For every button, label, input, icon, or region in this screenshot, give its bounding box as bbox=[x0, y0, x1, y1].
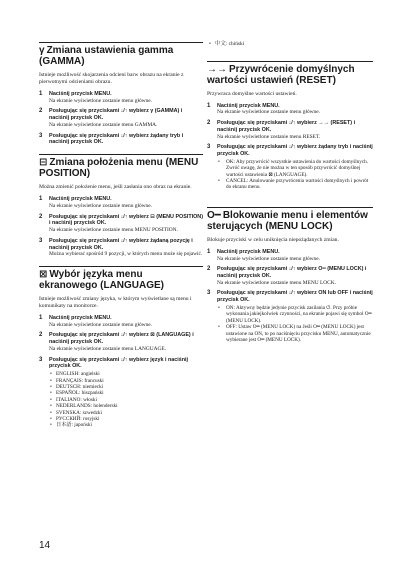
section-intro: Można zmienić położenie menu, jeśli zasłania ono obraz na ekranie. bbox=[39, 184, 192, 191]
list-item: • РУССКИЙ: rosyjski bbox=[49, 416, 203, 422]
section-title-menu-lock: O━ Blokowanie menu i elementów sterujących (MENU LOCK) bbox=[207, 207, 373, 232]
step-2: 2 Posługując się przyciskami ↓/↑ wybierz γ (GAMMA) i naciśnij przycisk OK. Na ekranie wyświetlone zostanie menu GAMMA. bbox=[39, 108, 183, 128]
section-language bbox=[39, 266, 203, 429]
section-gamma bbox=[39, 42, 203, 146]
section-title-language: ⊠ Wybór języka menu ekranowego (LANGUAGE) bbox=[39, 266, 203, 291]
section-intro: Blokuje przyciski w celu uniknięcia niepożądanych zmian. bbox=[207, 236, 339, 243]
page-number: 14 bbox=[39, 540, 51, 551]
list-item: • ITALIANO: włoski bbox=[49, 397, 203, 403]
step-2: 2 Posługując się przyciskami ↓/↑ wybierz →→ (RESET) i naciśnij przycisk OK. Na ekranie wyświetlone zostanie menu RESET. bbox=[207, 119, 356, 140]
list-item: • SVENSKA: szwedzki bbox=[49, 410, 203, 416]
section-intro: Istnieje możliwość skojarzenia odcieni barw obrazu na ekranie z pierwotnymi odcieniami obrazu. bbox=[39, 72, 184, 85]
gamma-icon: γ bbox=[39, 45, 45, 56]
reset-icon: →→ bbox=[207, 63, 227, 75]
step-1: 1 Naciśnij przycisk MENU. Na ekranie wyświetlone zostanie menu główne. bbox=[39, 196, 152, 209]
step-3: 3 Posługując się przyciskami ↓/↑ wybierz żądaną pozycję i naciśnij przycisk OK. Można wybierać spośród 9 pozycji, w których menu może się pojawić. bbox=[39, 237, 203, 258]
language-options-list bbox=[49, 371, 203, 429]
list-item: • OFF: Ustaw O━ (MENU LOCK) na Jeśli O━ (MENU LOCK) jest ustawione na ON, to po naciśnięciu przycisku MENU, automatycznie wybierane jest O━ (MENU LOCK). bbox=[217, 324, 373, 343]
list-item: • ESPAÑOL: hiszpański bbox=[49, 390, 203, 396]
section-menu-lock bbox=[207, 207, 373, 344]
list-item: • DEUTSCH: niemiecki bbox=[49, 384, 203, 390]
right-column bbox=[207, 0, 373, 347]
list-item: • OK: Aby przywrócić wszystkie ustawienia do wartości domyślnych. Zwróć uwagę, że nie można w ten sposób przywrócić domyślnej wartości ustawienia ⊠ (LANGUAGE). bbox=[217, 159, 373, 178]
list-item: • 中文: chiński bbox=[207, 41, 373, 48]
language-options-continued bbox=[207, 41, 373, 48]
step-1: 1 Naciśnij przycisk MENU. Na ekranie wyświetlone zostanie menu główne. bbox=[39, 314, 152, 328]
key-icon: O━ bbox=[207, 209, 221, 221]
list-item: • CANCEL: Anulowanie przywrócenia wartości domyślnych i powrót do ekranu menu. bbox=[217, 178, 373, 191]
step-2: 2 Posługując się przyciskami ↓/↑ wybierz ⊠ (LANGUAGE) i naciśnij przycisk OK. Na ekranie wyświetlone zostanie menu LANGUAGE. bbox=[39, 332, 194, 352]
section-reset bbox=[207, 61, 373, 191]
step-1: 1 Naciśnij przycisk MENU. Na ekranie wyświetlone zostanie menu główne. bbox=[39, 91, 152, 104]
section-title-gamma: γ Zmiana ustawienia gamma (GAMMA) bbox=[39, 42, 203, 67]
section-title-menu-position: ⊟ Zmiana położenia menu (MENU POSITION) bbox=[39, 154, 203, 179]
step-2: 2 Posługując się przyciskami ↓/↑ wybierz O━ (MENU LOCK) i naciśnij przycisk OK. Na ekranie wyświetlone zostanie menu MENU LOCK. bbox=[207, 266, 367, 286]
step-1: 1 Naciśnij przycisk MENU. Na ekranie wyświetlone zostanie menu główne. bbox=[207, 248, 320, 262]
section-title-reset: →→ Przywrócenie domyślnych wartości ustawień (RESET) bbox=[207, 61, 373, 86]
step-1: 1 Naciśnij przycisk MENU. Na ekranie wyświetlone zostanie menu główne. bbox=[207, 102, 320, 116]
section-intro: Istnieje możliwość zmiany języka, w którym wyświetlane są menu i komunikaty na monitorze. bbox=[39, 295, 192, 309]
left-column bbox=[39, 0, 203, 433]
list-item: • NEDERLANDS: holenderski bbox=[49, 403, 203, 409]
list-item: • ON: Aktywny będzie jedynie przycisk zasilania ⏻. Przy próbie wykonania jakiejkolwiek czynności, na ekranie pojawi się symbol O━ (MENU LOCK). bbox=[217, 305, 373, 324]
step-3: 3 Posługując się przyciskami ↓/↑ wybierz ON lub OFF i naciśnij przycisk OK. • ON: Aktywny będzie jedynie przycisk zasilania ⏻. Przy próbie wykonania jakiejkolwiek czynności, na ekranie pojawi się symbol O━ (MENU LOCK). • OFF: Ustaw O━ (MENU LOCK) na Jeśli O━ (MENU LOCK) jest ustawione na ON, to po naciśnięciu przycisku MENU, automatycznie wybierane jest O━ (MENU LOCK). bbox=[207, 290, 373, 343]
step-3: 3 Posługując się przyciskami ↓/↑ wybierz język i naciśnij przycisk OK. • ENGLISH: angielski • FRANÇAIS: francuski • DEUTSCH: niemiecki • ESPAÑOL: hiszpański • ITALIANO: włoski • NEDERLANDS: holenderski • SVENSKA: szwedzki • РУССКИЙ: rosyjski • 日本語: japoński bbox=[39, 357, 203, 429]
list-item: • 日本語: japoński bbox=[49, 422, 203, 428]
section-intro: Przywraca domyślne wartości ustawień. bbox=[207, 90, 297, 97]
step-3: 3 Posługując się przyciskami ↓/↑ wybierz żądany tryb i naciśnij przycisk OK. bbox=[39, 132, 184, 146]
list-item: • FRANÇAIS: francuski bbox=[49, 378, 203, 384]
lock-options-list bbox=[217, 305, 373, 343]
list-item: • ENGLISH: angielski bbox=[49, 371, 203, 377]
language-icon: ⊠ bbox=[39, 268, 48, 280]
step-3: 3 Posługując się przyciskami ↓/↑ wybierz żądany tryb i naciśnij przycisk OK. • OK: Aby przywrócić wszystkie ustawienia do wartości domyślnych. Zwróć uwagę, że nie można w ten sposób przywrócić domyślnej wartości ustawienia ⊠ (LANGUAGE). • CANCEL: Anulowanie przywrócenia wartości domyślnych i powrót do ekranu menu. bbox=[207, 144, 373, 191]
section-menu-position bbox=[39, 154, 203, 258]
step-2: 2 Posługując się przyciskami ↓/↑ wybierz ⊟ (MENU POSITION) i naciśnij przycisk OK. Na ekranie wyświetlone zostanie menu MENU POSITION. bbox=[39, 213, 203, 234]
reset-options-list bbox=[217, 159, 373, 191]
menu-position-icon: ⊟ bbox=[39, 157, 48, 169]
